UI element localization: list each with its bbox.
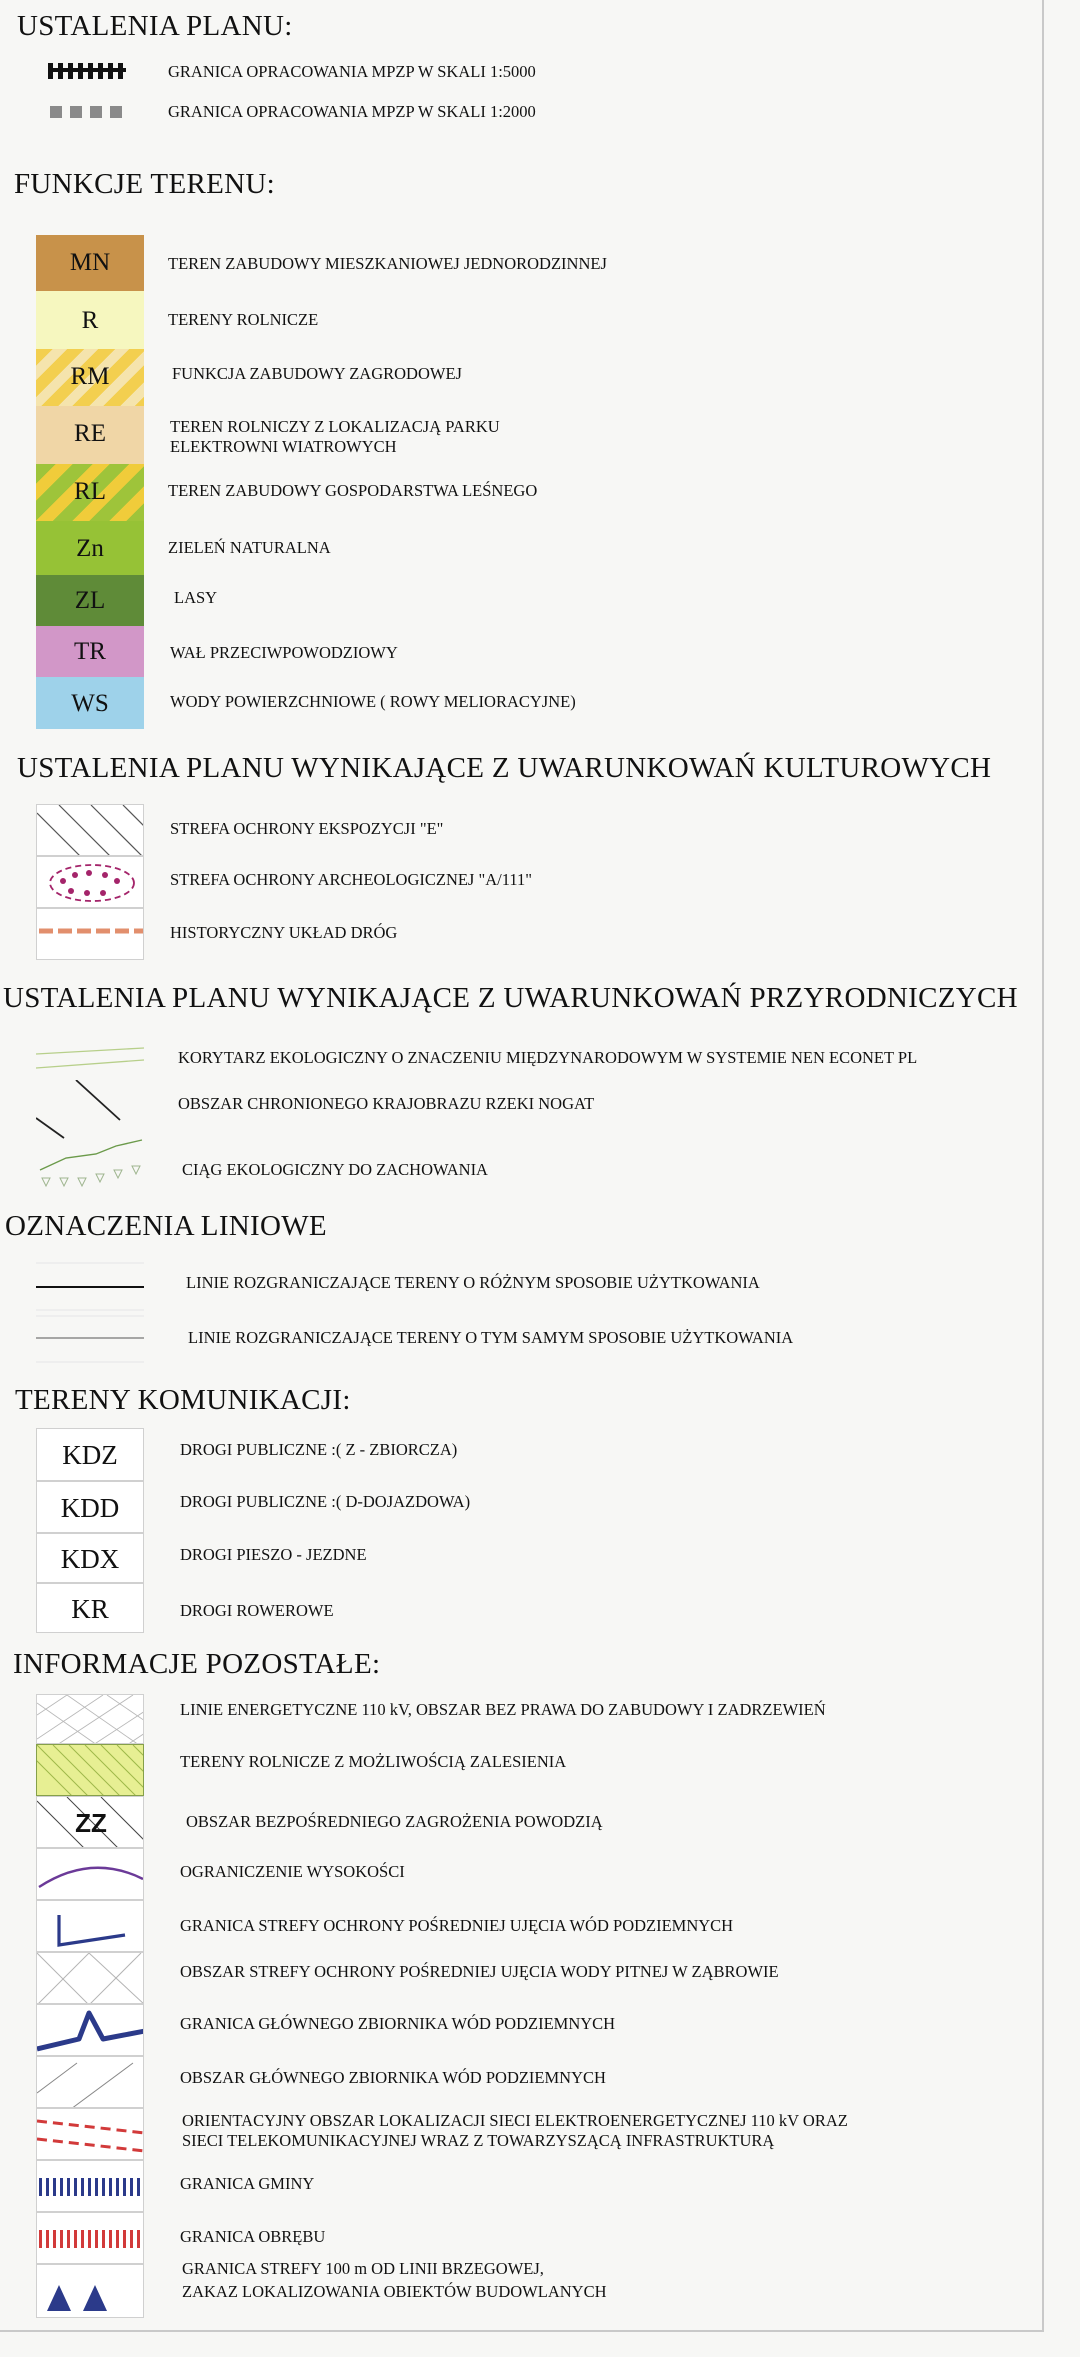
land-use-label-line2: ELEKTROWNI WIATROWYCH xyxy=(170,437,397,456)
section-title-land-use: FUNKCJE TERENU: xyxy=(14,168,275,200)
land-use-label: WAŁ PRZECIWPOWODZIOWY xyxy=(170,643,398,662)
other-label: OGRANICZENIE WYSOKOŚCI xyxy=(180,1862,405,1881)
border-5000-symbol xyxy=(48,62,128,82)
exposure-zone-hatch-icon xyxy=(36,804,144,856)
other-label: OBSZAR BEZPOŚREDNIEGO ZAGROŻENIA POWODZIĄ xyxy=(186,1812,603,1831)
cultural-label: HISTORYCZNY UKŁAD DRÓG xyxy=(170,923,398,942)
land-use-code: WS xyxy=(71,690,109,717)
other-label: LINIE ENERGETYCZNE 110 kV, OBSZAR BEZ PRAWA DO ZABUDOWY I ZADRZEWIEŃ xyxy=(180,1700,826,1719)
land-use-code: RL xyxy=(74,478,106,505)
protection-zone-border-icon xyxy=(36,1900,144,1952)
ecological-corridor-icon xyxy=(36,1044,146,1084)
cultural-label: STREFA OCHRONY EKSPOZYCJI "E" xyxy=(170,819,444,838)
road-label: DROGI PUBLICZNE :( D-DOJAZDOWA) xyxy=(180,1492,471,1511)
land-use-code: R xyxy=(81,307,99,334)
land-use-label: FUNKCJA ZABUDOWY ZAGRODOWEJ xyxy=(172,364,462,383)
other-label: TERENY ROLNICZE Z MOŻLIWOŚCIĄ ZALESIENIA xyxy=(180,1752,567,1771)
border-2000-symbol xyxy=(50,104,130,120)
shoreline-zone-icon xyxy=(36,2264,144,2318)
section-title-natural: USTALENIA PLANU WYNIKAJĄCE Z UWARUNKOWAŃ PRZYRODNICZYCH xyxy=(3,982,1018,1014)
flood-zone-code: ZZ xyxy=(75,1808,107,1838)
land-use-label: TEREN ROLNICZY Z LOKALIZACJĄ PARKU xyxy=(170,417,500,436)
protection-zone-area-icon xyxy=(36,1952,144,2004)
section-title-roads: TERENY KOMUNIKACJI: xyxy=(15,1384,351,1416)
road-code: KR xyxy=(36,1583,144,1633)
other-label: GRANICA OBRĘBU xyxy=(180,2227,326,2246)
cultural-label: STREFA OCHRONY ARCHEOLOGICZNEJ "A/111" xyxy=(170,870,532,889)
line-label: LINIE ROZGRANICZAJĄCE TERENY O TYM SAMYM SPOSOBIE UŻYTKOWANIA xyxy=(188,1328,794,1347)
boundary-same-use-icon xyxy=(36,1310,146,1364)
section-title-plan: USTALENIA PLANU: xyxy=(17,10,293,42)
groundwater-reservoir-area-icon xyxy=(36,2056,144,2108)
plan-item-label: GRANICA OPRACOWANIA MPZP W SKALI 1:5000 xyxy=(168,62,536,81)
power-line-zone-icon xyxy=(36,1694,144,1744)
road-label: DROGI ROWEROWE xyxy=(180,1601,334,1620)
afforestation-swatch xyxy=(36,1744,144,1796)
precinct-border-icon xyxy=(36,2212,144,2264)
groundwater-reservoir-border-icon xyxy=(36,2004,144,2056)
ecological-corridor-preserve-icon xyxy=(36,1136,146,1192)
land-use-label: TEREN ZABUDOWY GOSPODARSTWA LEŚNEGO xyxy=(168,481,538,500)
road-code: KDX xyxy=(36,1533,144,1583)
power-network-corridor-icon xyxy=(36,2108,144,2160)
natural-label: KORYTARZ EKOLOGICZNY O ZNACZENIU MIĘDZYNARODOWYM W SYSTEMIE NEN ECONET PL xyxy=(178,1048,918,1067)
other-label: ORIENTACYJNY OBSZAR LOKALIZACJI SIECI ELEKTROENERGETYCZNEJ 110 kV ORAZ xyxy=(182,2111,848,2130)
commune-border-icon xyxy=(36,2160,144,2212)
flood-zone-icon xyxy=(36,1796,144,1848)
natural-label: OBSZAR CHRONIONEGO KRAJOBRAZU RZEKI NOGAT xyxy=(178,1094,595,1113)
land-use-code: RE xyxy=(74,420,106,447)
land-use-label: TERENY ROLNICZE xyxy=(168,310,319,329)
other-label-line2: SIECI TELEKOMUNIKACYJNEJ WRAZ Z TOWARZYSZĄCĄ INFRASTRUKTURĄ xyxy=(182,2131,775,2150)
other-label: OBSZAR GŁÓWNEGO ZBIORNIKA WÓD PODZIEMNYCH xyxy=(180,2068,606,2087)
height-limit-icon xyxy=(36,1848,144,1900)
section-title-other: INFORMACJE POZOSTAŁE: xyxy=(13,1648,381,1680)
protected-landscape-icon xyxy=(36,1080,146,1140)
land-use-code: RM xyxy=(70,363,110,390)
other-label: GRANICA STREFY OCHRONY POŚREDNIEJ UJĘCIA WÓD PODZIEMNYCH xyxy=(180,1916,734,1935)
natural-label: CIĄG EKOLOGICZNY DO ZACHOWANIA xyxy=(182,1160,488,1179)
land-use-code: TR xyxy=(74,638,106,665)
section-title-lines: OZNACZENIA LINIOWE xyxy=(5,1210,327,1242)
road-label: DROGI PUBLICZNE :( Z - ZBIORCZA) xyxy=(180,1440,458,1459)
land-use-code: ZL xyxy=(74,587,106,614)
plan-item-label: GRANICA OPRACOWANIA MPZP W SKALI 1:2000 xyxy=(168,102,536,121)
land-use-code: Zn xyxy=(76,535,104,562)
historic-road-icon xyxy=(36,908,144,960)
land-use-label: LASY xyxy=(174,588,218,607)
other-label: GRANICA GŁÓWNEGO ZBIORNIKA WÓD PODZIEMNYCH xyxy=(180,2014,616,2033)
road-label: DROGI PIESZO - JEZDNE xyxy=(180,1545,367,1564)
boundary-different-use-icon xyxy=(36,1262,146,1312)
other-label: GRANICA STREFY 100 m OD LINII BRZEGOWEJ, xyxy=(182,2259,544,2278)
land-use-label: TEREN ZABUDOWY MIESZKANIOWEJ JEDNORODZINNEJ xyxy=(168,254,607,273)
land-use-label: WODY POWIERZCHNIOWE ( ROWY MELIORACYJNE) xyxy=(170,692,576,711)
other-label-line2: ZAKAZ LOKALIZOWANIA OBIEKTÓW BUDOWLANYCH xyxy=(182,2282,607,2301)
section-title-cultural: USTALENIA PLANU WYNIKAJĄCE Z UWARUNKOWAŃ KULTUROWYCH xyxy=(17,752,992,784)
land-use-label: ZIELEŃ NATURALNA xyxy=(168,538,331,557)
land-use-code: MN xyxy=(69,249,111,276)
other-label: OBSZAR STREFY OCHRONY POŚREDNIEJ UJĘCIA WODY PITNEJ W ZĄBROWIE xyxy=(180,1962,779,1981)
archaeological-zone-icon xyxy=(36,856,144,908)
road-code: KDZ xyxy=(36,1428,144,1481)
line-label: LINIE ROZGRANICZAJĄCE TERENY O RÓŻNYM SPOSOBIE UŻYTKOWANIA xyxy=(186,1273,760,1292)
other-label: GRANICA GMINY xyxy=(180,2174,315,2193)
road-code: KDD xyxy=(36,1481,144,1533)
